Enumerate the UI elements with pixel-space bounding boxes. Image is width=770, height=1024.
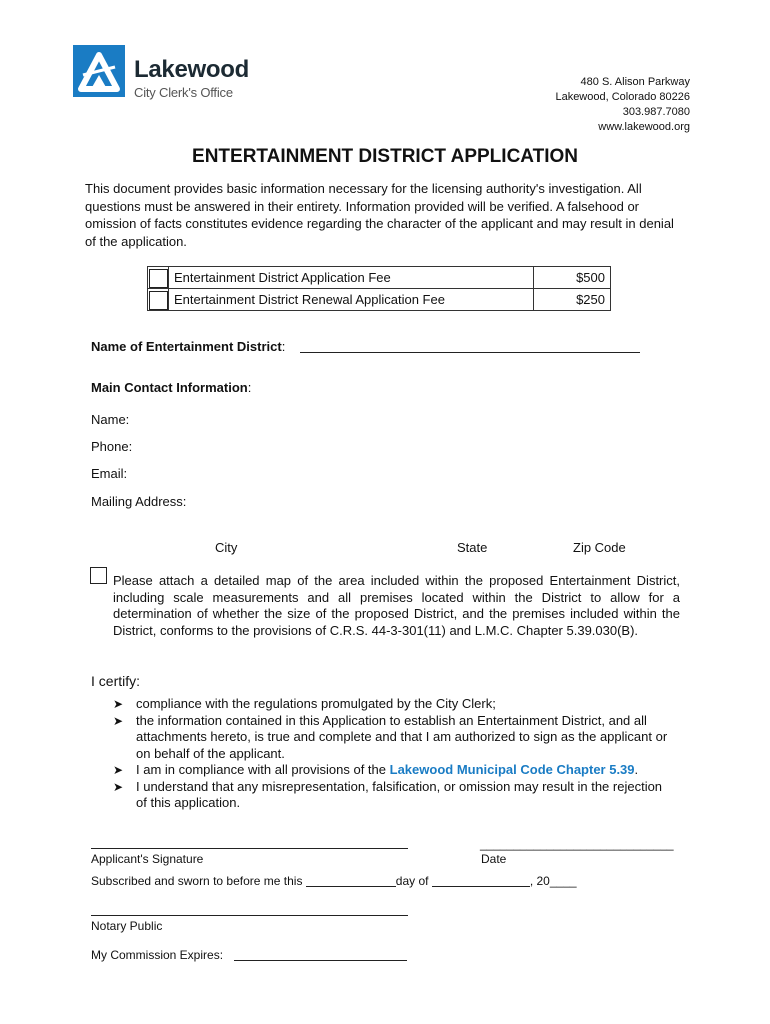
sworn-month-input[interactable] — [432, 886, 530, 887]
fee-label: Entertainment District Renewal Application Fee — [169, 289, 534, 311]
logo-subtitle: City Clerk's Office — [134, 85, 233, 100]
logo-name: Lakewood — [134, 56, 249, 83]
certify-heading: I certify: — [91, 673, 141, 689]
arrow-bullet-icon: ➤ — [113, 763, 124, 777]
list-item: ➤ I understand that any misrepresentation, falsification, or omission may result in the rejection of this application. — [113, 778, 663, 810]
page-title: ENTERTAINMENT DISTRICT APPLICATION — [192, 146, 578, 167]
sworn-statement: Subscribed and sworn to before me this day of , 20____ — [91, 874, 577, 888]
fee-row — [148, 267, 611, 289]
fee-row — [148, 289, 611, 311]
district-name-input[interactable] — [300, 352, 640, 353]
name-label: Name: — [91, 412, 130, 427]
notary-public-label: Notary Public — [91, 919, 163, 933]
address-phone: 303.987.7080 — [622, 106, 690, 118]
fee-amount: $250 — [534, 289, 611, 311]
arrow-bullet-icon: ➤ — [113, 697, 124, 711]
applicant-signature-label: Applicant's Signature — [91, 852, 204, 866]
fee-label: Entertainment District Application Fee — [169, 267, 534, 289]
list-item: ➤ I am in compliance with all provisions of the Lakewood Municipal Code Chapter 5.39. — [113, 762, 639, 777]
arrow-bullet-icon: ➤ — [113, 713, 124, 728]
email-label: Email: — [91, 466, 128, 481]
lakewood-logo-icon — [73, 45, 125, 97]
municipal-code-link[interactable]: Lakewood Municipal Code Chapter 5.39 — [389, 762, 635, 777]
sworn-day-input[interactable] — [306, 886, 396, 887]
city-label: City — [215, 540, 238, 555]
district-name-row: Name of Entertainment District: — [91, 339, 286, 354]
renewal-fee-checkbox[interactable] — [149, 291, 168, 310]
district-name-label: Name of Entertainment District — [91, 339, 282, 354]
office-address — [555, 75, 690, 135]
date-line[interactable]: _____________________________ — [480, 837, 674, 851]
address-website[interactable]: www.lakewood.org — [598, 121, 690, 133]
address-street: 480 S. Alison Parkway — [580, 76, 690, 88]
list-item: ➤ the information contained in this Application to establish an Entertainment District, and all attachments hereto, is true and complete and that I am authorized to sign as the applicant or on behalf of the applicant. — [113, 712, 668, 761]
intro-paragraph: This document provides basic information necessary for the licensing authority's investigation. All questions must be answered in their entirety. Information provided will be verified. A falsehood or omission of facts constitutes evidence regarding the character of the applicant and may result in denial of the application. — [85, 181, 674, 249]
map-instruction-text: Please attach a detailed map of the area included within the proposed Entertainment District, including scale measurements and all premises located within the District to allow for a determination of whether the size of the proposed District, and the premises included within the District, conforms to the provisions of C.R.S. 44-3-301(11) and L.M.C. Chapter 5.39.030(B). — [113, 573, 680, 638]
state-label: State — [457, 540, 488, 555]
fee-table — [147, 266, 611, 311]
commission-expires-input[interactable] — [234, 960, 407, 961]
zip-code-label: Zip Code — [573, 540, 626, 555]
commission-expires-label: My Commission Expires: — [91, 948, 224, 962]
list-item: ➤ compliance with the regulations promulgated by the City Clerk; — [113, 696, 496, 711]
arrow-bullet-icon: ➤ — [113, 779, 124, 794]
application-fee-checkbox[interactable] — [149, 269, 168, 288]
contact-heading: Main Contact Information: — [91, 380, 252, 395]
applicant-signature-line[interactable] — [91, 848, 408, 849]
notary-signature-line[interactable] — [91, 915, 408, 916]
mailing-address-label: Mailing Address: — [91, 494, 187, 509]
certify-list — [113, 696, 673, 812]
fee-amount: $500 — [534, 267, 611, 289]
phone-label: Phone: — [91, 439, 133, 454]
address-city: Lakewood, Colorado 80226 — [555, 91, 690, 103]
date-label: Date — [481, 852, 507, 866]
map-attached-checkbox[interactable] — [90, 567, 107, 584]
